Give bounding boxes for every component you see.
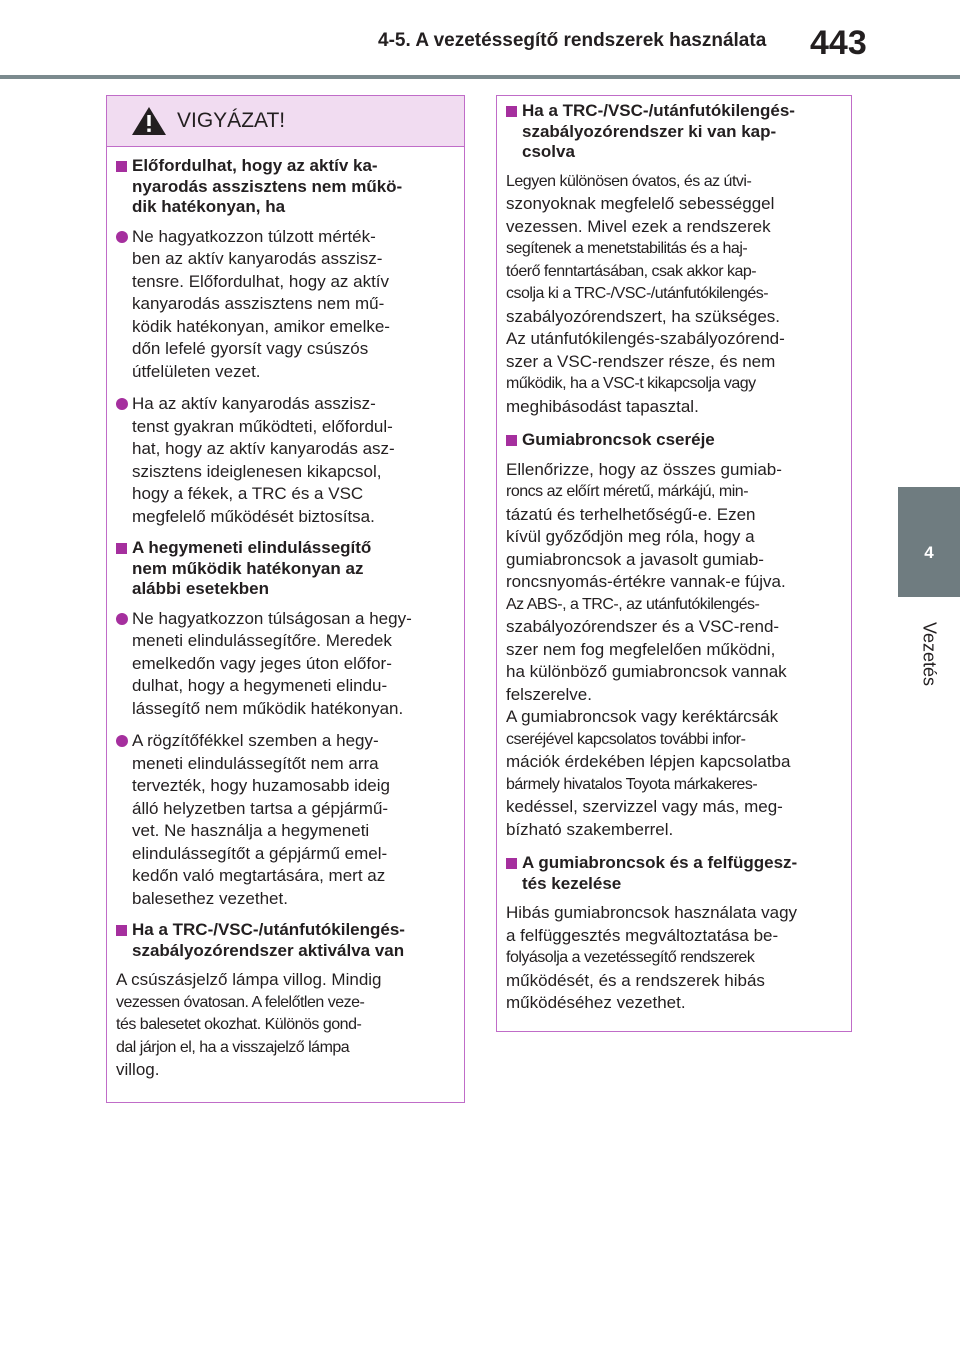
text-line: tensre. Előfordulhat, hogy az aktív <box>132 271 390 291</box>
text-line: meneti elindulássegítőt nem arra <box>132 753 379 773</box>
text-line: csolva <box>522 142 575 161</box>
text-line: roncsnyomás-értékre vannak-e fújva. <box>506 572 786 591</box>
text-line: tenst gyakran működteti, előfordul- <box>132 416 393 436</box>
text-line: kedéssel, szervizzel vagy más, meg- <box>506 797 783 816</box>
section-title: 4-5. A vezetéssegítő rendszerek használata <box>378 30 767 51</box>
warning-box-left <box>106 95 465 1103</box>
text-line: működéséhez vezethet. <box>506 993 686 1012</box>
bullet-item <box>116 226 456 384</box>
text-line: balesethez vezethet. <box>132 888 288 908</box>
text-line: Legyen különösen óvatos, és az útvi- <box>506 172 752 190</box>
text-line: vezessen óvatosan. A felelőtlen veze- <box>116 993 365 1011</box>
text-line: meghibásodást tapasztal. <box>506 396 699 416</box>
text-line: roncs az előírt méretű, márkájú, min- <box>506 483 749 500</box>
text-line: ködik hatékonyan, amikor emelke- <box>132 316 390 336</box>
paragraph <box>506 171 843 419</box>
paragraph <box>506 902 843 1015</box>
text-line: tázatú és terhelhetőségű-e. Ezen <box>506 504 756 524</box>
text-line: szabályozórendszert, ha szükséges. <box>506 306 781 326</box>
bullet-item <box>116 393 456 528</box>
section-heading <box>506 101 843 163</box>
text-line: felszerelve. <box>506 684 592 704</box>
text-line: dal járjon el, ha a visszajelző lámpa <box>116 1038 350 1056</box>
text-line: A rögzítőfékkel szemben a hegy- <box>132 731 379 750</box>
chapter-label-text: Vezetés <box>919 621 940 687</box>
text-line: Előfordulhat, hogy az aktív ka- <box>132 156 378 175</box>
bullet-item <box>116 730 456 910</box>
text-line: nyarodás asszisztens nem műkö- <box>132 176 403 196</box>
text-line: Hibás gumiabroncsok használata vagy <box>506 903 798 922</box>
text-line: működik, ha a VSC-t kikapcsolja vagy <box>506 375 756 392</box>
text-line: Az utánfutókilengés-szabályozórend- <box>506 329 785 348</box>
section-heading <box>506 430 843 451</box>
text-line: meneti elindulássegítőre. Meredek <box>132 631 392 650</box>
text-line: megfelelő működését biztosítsa. <box>132 506 375 526</box>
text-line: Ne hagyatkozzon túlságosan a hegy- <box>132 608 412 628</box>
text-line: Ellenőrizze, hogy az összes gumiab- <box>506 459 782 479</box>
text-line: szer a VSC-rendszer része, és nem <box>506 351 776 371</box>
text-line: bízható szakemberrel. <box>506 819 674 839</box>
page-number: 443 <box>810 24 867 62</box>
text-line: mációk érdekében lépjen kapcsolatba <box>506 752 791 771</box>
text-line: nem működik hatékonyan az <box>132 558 364 578</box>
paragraph <box>506 459 843 842</box>
text-line: tóerő fenntartásában, csak akkor kap- <box>506 262 757 280</box>
text-line: útfelületen vezet. <box>132 361 261 381</box>
text-line: szabályozórendszer ki van kap- <box>522 121 777 141</box>
text-line: vet. Ne használja a hegymeneti <box>132 821 370 840</box>
warning-content-right <box>506 101 843 1027</box>
text-line: vezessen. Mivel ezek a rendszerek <box>506 216 771 236</box>
chapter-tab[interactable] <box>898 487 960 597</box>
chapter-label <box>898 604 960 704</box>
section-heading <box>116 156 456 218</box>
text-line: Gumiabroncsok cseréje <box>522 430 715 449</box>
header-divider <box>0 75 960 79</box>
text-line: A gumiabroncsok és a felfüggesz- <box>522 853 798 872</box>
text-line: szisztens ideiglenesen kikapcsol, <box>132 461 382 481</box>
text-line: a felfüggesztés megváltoztatása be- <box>506 925 779 945</box>
bullet-item <box>116 608 456 721</box>
chapter-number: 4 <box>924 543 934 562</box>
text-line: szonyoknak megfelelő sebességgel <box>506 194 775 213</box>
text-line: tés kezelése <box>522 873 622 893</box>
section-heading <box>116 920 456 961</box>
text-line: szabályozórendszer és a VSC-rend- <box>506 617 780 636</box>
section-heading <box>116 538 456 600</box>
text-line: Ha az aktív kanyarodás asszisz- <box>132 394 376 413</box>
text-line: kedőn való megtartására, mert az <box>132 866 386 885</box>
text-line: tés balesetet okozhat. Különös gond- <box>116 1016 362 1033</box>
text-line: dőn lefelé gyorsít vagy csúszós <box>132 339 369 358</box>
text-line: kanyarodás asszisztens nem mű- <box>132 294 385 313</box>
text-line: ben az aktív kanyarodás asszisz- <box>132 249 383 268</box>
text-line: hogy a fékek, a TRC és a VSC <box>132 484 364 503</box>
text-line: Az ABS-, a TRC-, az utánfutókilengés- <box>506 595 760 613</box>
text-line: lássegítő nem működik hatékonyan. <box>132 698 404 718</box>
text-line: Ha a TRC-/VSC-/utánfutókilengés- <box>522 101 795 120</box>
text-line: A hegymeneti elindulássegítő <box>132 538 372 557</box>
text-line: kívül győződjön meg róla, hogy a <box>506 527 755 546</box>
section-heading <box>506 853 843 894</box>
text-line: emelkedőn vagy jeges úton előfor- <box>132 653 392 673</box>
text-line: alábbi esetekben <box>132 579 270 598</box>
text-line: segítenek a menetstabilitás és a haj- <box>506 240 748 257</box>
text-line: bármely hivatalos Toyota márkakeres- <box>506 775 758 793</box>
text-line: dulhat, hogy a hegymeneti elindu- <box>132 676 388 695</box>
warning-title: VIGYÁZAT! <box>177 109 286 132</box>
warning-header <box>107 96 464 147</box>
text-line: Ha a TRC-/VSC-/utánfutókilengés- <box>132 920 405 939</box>
text-line: A csúszásjelző lámpa villog. Mindig <box>116 970 382 989</box>
text-line: Ne hagyatkozzon túlzott mérték- <box>132 226 376 246</box>
text-line: dik hatékonyan, ha <box>132 197 286 216</box>
text-line: szer nem fog megfelelően működni, <box>506 639 776 659</box>
text-line: tervezték, hogy huzamosabb ideig <box>132 776 390 795</box>
text-line: cseréjével kapcsolatos további infor- <box>506 730 746 748</box>
text-line: csolja ki a TRC-/VSC-/utánfutókilengés- <box>506 285 769 302</box>
text-line: szabályozórendszer aktiválva van <box>132 940 405 960</box>
text-line: folyásolja a vezetéssegítő rendszerek <box>506 949 755 966</box>
text-line: A gumiabroncsok vagy keréktárcsák <box>506 707 779 726</box>
text-line: gumiabroncsok a javasolt gumiab- <box>506 549 764 569</box>
warning-box-right <box>496 95 852 1032</box>
text-line: hat, hogy az aktív kanyarodás asz- <box>132 439 395 458</box>
warning-triangle-icon <box>131 106 167 136</box>
text-line: ha különböző gumiabroncsok vannak <box>506 662 787 681</box>
text-line: elindulássegítőt a gépjármű emel- <box>132 843 388 863</box>
warning-content-left <box>116 156 456 1094</box>
paragraph <box>116 969 456 1082</box>
text-line: álló helyzetben tartsa a gépjármű- <box>132 798 389 818</box>
text-line: működését, és a rendszerek hibás <box>506 970 765 990</box>
text-line: villog. <box>116 1060 160 1079</box>
